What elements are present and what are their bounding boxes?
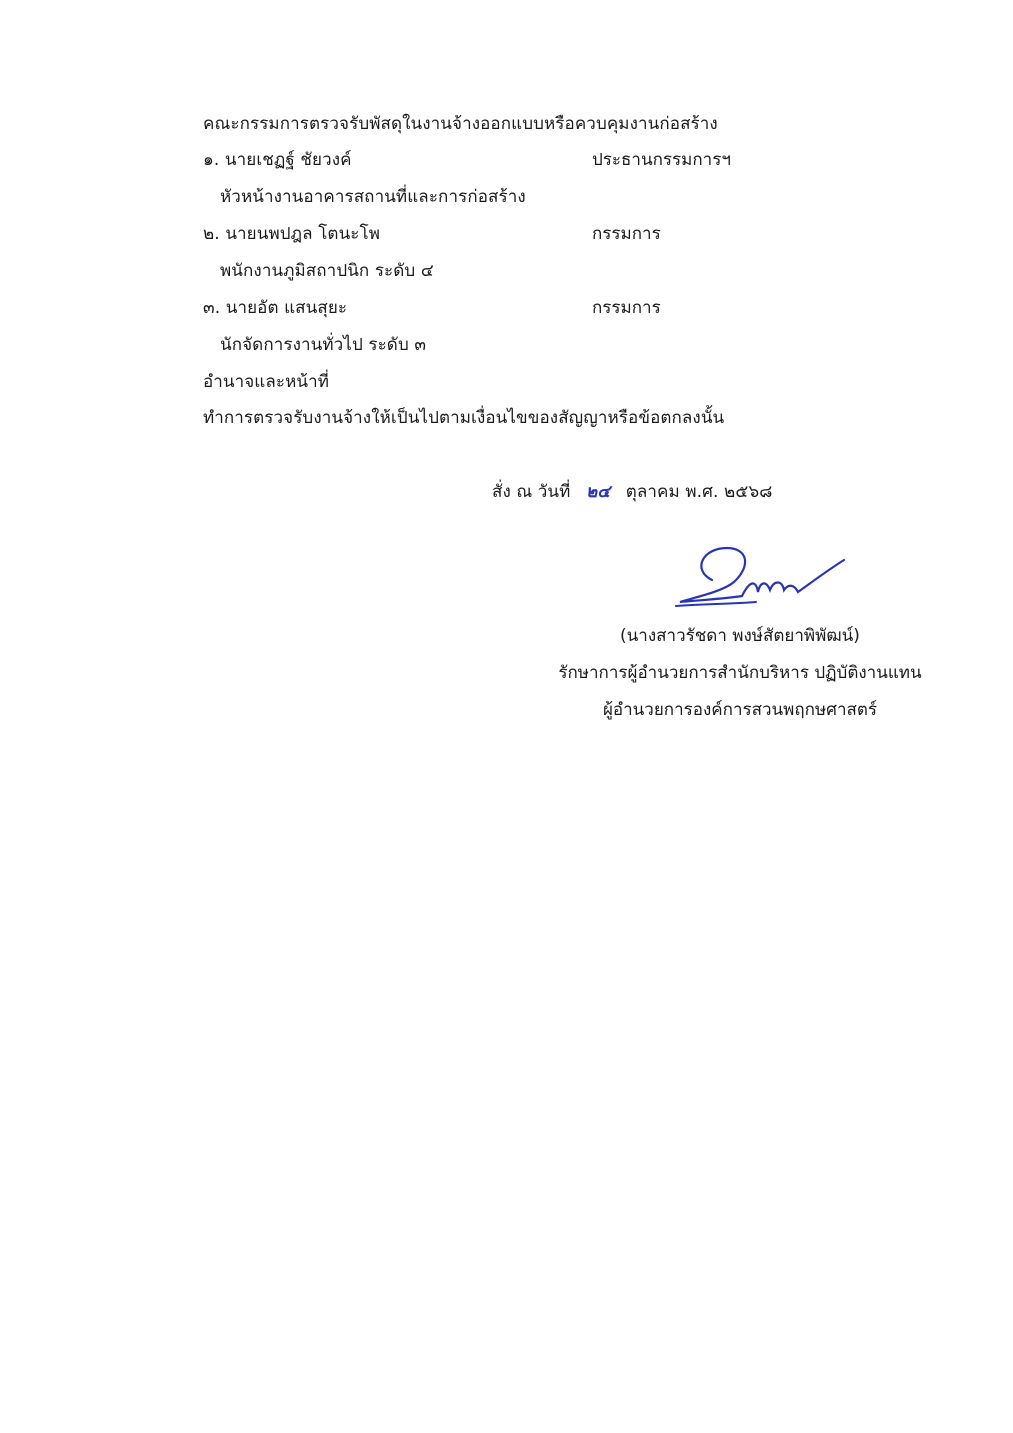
duties-text: ทำการตรวจรับงานจ้างให้เป็นไปตามเงื่อนไขของสัญญาหรือข้อตกลงนั้น [203,408,725,428]
order-date-month-year: ตุลาคม พ.ศ. ๒๕๖๘ [625,482,773,502]
member-3-position: นักจัดการงานทั่วไป ระดับ ๓ [220,335,427,355]
committee-title: คณะกรรมการตรวจรับพัสดุในงานจ้างออกแบบหรือควบคุมงานก่อสร้าง [203,114,718,134]
handwritten-signature-icon [672,540,852,612]
order-date-day: ๒๔ [585,482,611,502]
order-date-prefix: สั่ง ณ วันที่ [492,482,571,502]
member-2-name: ๒. นายนพปฎล โตนะโพ [203,224,381,244]
member-2-role: กรรมการ [592,224,661,244]
signatory-name: (นางสาวรัชดา พงษ์สัตยาพิพัฒน์) [620,626,860,646]
member-1-position: หัวหน้างานอาคารสถานที่และการก่อสร้าง [220,187,526,207]
order-date [492,480,772,504]
member-1-name: ๑. นายเชฏฐ์ ชัยวงค์ [203,150,352,170]
member-3-role: กรรมการ [592,298,661,318]
member-1-role: ประธานกรรมการฯ [592,150,731,170]
signatory-title-line2: ผู้อำนวยการองค์การสวนพฤกษศาสตร์ [602,700,878,720]
duties-heading: อำนาจและหน้าที่ [203,372,330,392]
member-2-position: พนักงานภูมิสถาปนิก ระดับ ๔ [220,261,434,281]
signatory-title-line1: รักษาการผู้อำนวยการสำนักบริหาร ปฏิบัติงานแทน [558,663,922,683]
member-3-name: ๓. นายอัต แสนสุยะ [203,298,348,318]
